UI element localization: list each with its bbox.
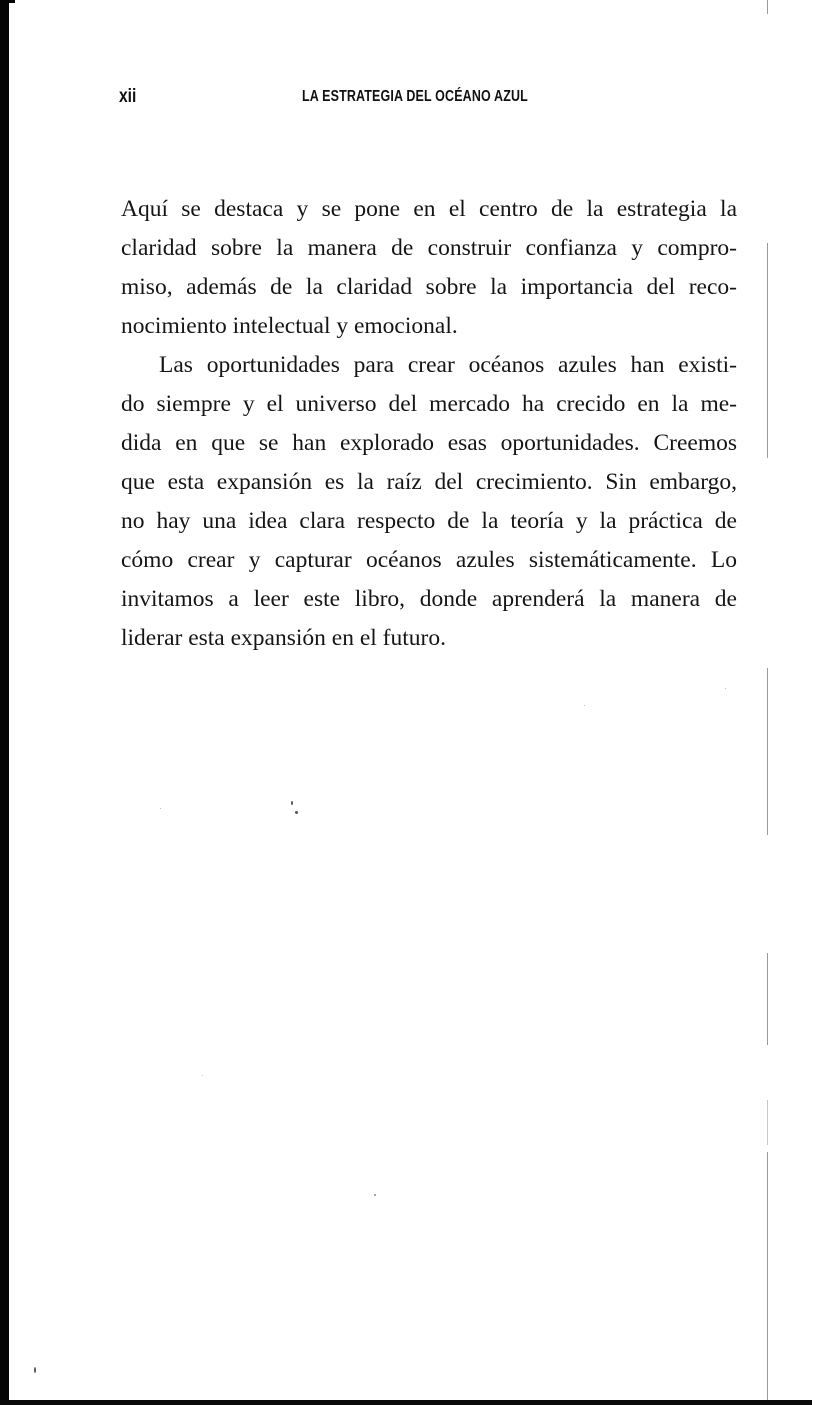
- text-line: invitamos a leer este libro, donde aprenderá la manera de: [121, 586, 737, 612]
- paragraph-1: [121, 190, 737, 346]
- text-line: dida en que se han explorado esas oportunidades. Creemos: [121, 430, 737, 456]
- text-line: miso, además de la claridad sobre la importancia del reco-: [121, 274, 737, 300]
- text-line: do siempre y el universo del mercado ha crecido en la me-: [121, 391, 737, 417]
- scan-bottom-edge-shadow: [0, 1400, 812, 1405]
- scan-speck: [34, 1367, 36, 1373]
- scan-corner-mark: [9, 0, 15, 3]
- text-line: no hay una idea clara respecto de la teoría y la práctica de: [121, 508, 737, 534]
- scan-speck: [291, 801, 293, 805]
- text-line: nocimiento intelectual y emocional.: [121, 313, 458, 339]
- scan-right-edge-line: [767, 243, 768, 458]
- text-line: que esta expansión es la raíz del crecimiento. Sin embargo,: [121, 469, 737, 495]
- scan-speck: [295, 811, 298, 814]
- scan-right-edge-line: [767, 668, 768, 835]
- text-line: cómo crear y capturar océanos azules sistemáticamente. Lo: [121, 547, 737, 573]
- text-line: Las oportunidades para crear océanos azules han existi-: [159, 352, 737, 378]
- book-title-header: LA ESTRATEGIA DEL OCÉANO AZUL: [302, 88, 528, 105]
- page-number: xii: [119, 86, 137, 107]
- scan-right-edge-line: [767, 1100, 768, 1145]
- page-body: [121, 190, 737, 658]
- scan-speck: [160, 808, 161, 809]
- scan-speck: [725, 688, 726, 689]
- scan-speck: [374, 1194, 376, 1196]
- scan-speck: [584, 705, 585, 706]
- scan-right-edge-line: [767, 1152, 768, 1400]
- text-line: Aquí se destaca y se pone en el centro de la estrategia la: [121, 196, 737, 222]
- scan-right-edge-line: [767, 0, 768, 14]
- running-head: [0, 86, 828, 110]
- paragraph-2: [121, 346, 737, 658]
- scan-speck: [202, 1075, 203, 1076]
- scan-left-edge-shadow: [0, 0, 9, 1405]
- text-line: liderar esta expansión en el futuro.: [121, 625, 446, 651]
- text-line: claridad sobre la manera de construir confianza y compro-: [121, 235, 737, 261]
- scan-right-edge-line: [767, 953, 768, 1045]
